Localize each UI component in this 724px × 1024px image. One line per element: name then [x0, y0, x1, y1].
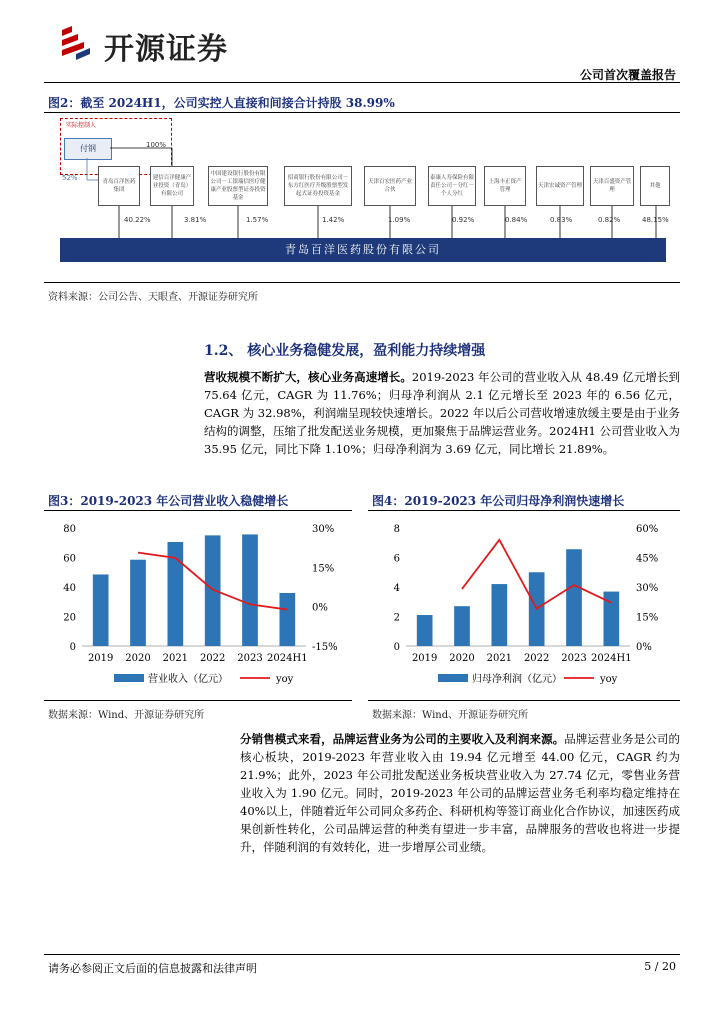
figure3-rule — [44, 510, 352, 511]
right-tick-label: 15% — [312, 563, 335, 575]
figure2-bottom-rule — [44, 282, 680, 283]
bar — [279, 593, 295, 646]
legend-bar-swatch — [438, 674, 468, 682]
right-tick-label: 15% — [636, 612, 659, 624]
holder-1-pct: 3.81% — [184, 216, 207, 224]
legend-bar-label: 归母净利润（亿元） — [472, 674, 562, 685]
x-tick-label: 2023 — [237, 653, 263, 664]
bar — [417, 615, 433, 646]
figure3-source: 数据来源：Wind、开源证券研究所 — [48, 710, 205, 721]
holder-6-pct: 0.84% — [505, 216, 528, 224]
holder-4: 天津百宏医药产业合伙 — [364, 166, 416, 206]
bar — [454, 606, 470, 646]
left-tick-label: 80 — [63, 524, 76, 535]
x-tick-label: 2020 — [449, 653, 475, 664]
figure2-source: 资料来源：公司公告、天眼查、开源证券研究所 — [48, 292, 258, 303]
revenue-chart — [44, 514, 354, 694]
header-divider — [44, 82, 680, 83]
holder-9: 其他 — [640, 166, 670, 206]
paragraph-1-lead: 营收规模不断扩大，核心业务高速增长。 — [204, 370, 412, 384]
right-tick-label: -15% — [312, 642, 338, 653]
right-tick-label: 0% — [636, 642, 652, 653]
holder-5: 泰康人寿保险有限责任公司－分红－个人分红 — [428, 166, 476, 206]
controller-label: 实际控制人 — [66, 122, 97, 129]
paragraph-2-lead: 分销售模式来看，品牌运营业务为公司的主要收入及利润来源。 — [240, 732, 565, 746]
paragraph-1-body: 2019-2023 年公司的营业收入从 48.49 亿元增长到 75.64 亿元，CAGR 为 11.76%；归母净利润从 2.1 亿元增长至 2023 年的 6.56 亿元，CAGR 为 32.98%，利润端呈现较快速增长。2022 年以后公司营收增速放缓主要是由于业务结构的调整，压缩了批发配送业务规模，更加聚焦于品牌运营业务。2024H1 公司营业收入为 35.95 亿元，同比下降 1.10%；归母净利润为 3.69 亿元，同比增长 21.89%。 — [204, 370, 681, 456]
holder-0-pct: 40.22% — [124, 216, 151, 224]
left-tick-label: 6 — [393, 553, 400, 565]
x-tick-label: 2019 — [411, 653, 438, 664]
footer-rule — [44, 954, 680, 955]
pct-52-label: 52% — [62, 174, 78, 182]
holder-2-pct: 1.57% — [246, 216, 269, 224]
paragraph-2 — [240, 730, 680, 856]
holder-8: 天津百盛资产管理 — [590, 166, 634, 206]
paragraph-1 — [204, 368, 680, 458]
company-bar: 青岛百洋医药股份有限公司 — [60, 238, 666, 262]
legend-line-label: yoy — [600, 674, 618, 685]
holder-6: 上海丰正资产管理 — [484, 166, 526, 206]
bar — [242, 534, 258, 646]
report-type: 公司首次覆盖报告 — [579, 68, 676, 82]
bar — [130, 560, 146, 646]
holder-0: 青岛百洋医药集团 — [98, 166, 140, 206]
x-tick-label: 2022 — [199, 653, 226, 664]
holder-3-pct: 1.42% — [322, 216, 345, 224]
figure4-source: 数据来源：Wind、开源证券研究所 — [372, 710, 529, 721]
holder-7-pct: 0.83% — [550, 216, 573, 224]
paragraph-2-body: 品牌运营业务是公司的核心板块，2019-2023 年营业收入由 19.94 亿元增至 44.00 亿元，CAGR 约为 21.9%；此外，2023 年公司批发配送业务板块营业收入为 27.74 亿元，零售业务营业收入为 1.90 亿元。同时，2019-2023 年公司的品牌运营业务毛利率均稳定维持在 40%以上，伴随着近年公司同众多药企、科研机构等签订商业化合作协议，加速医药成果创新性转化，公司品牌运营的种类有望进一步丰富，品牌服务的营收也将进一步提升，伴随利润的有效转化，进一步增厚公司业绩。 — [240, 732, 681, 854]
company-logo-icon — [56, 24, 96, 64]
figure4-title: 图4：2019-2023 年公司归母净利润快速增长 — [372, 494, 625, 508]
x-tick-label: 2022 — [523, 653, 550, 664]
left-tick-label: 4 — [393, 583, 400, 594]
bar — [205, 535, 221, 646]
profit-chart — [368, 514, 680, 694]
bar — [93, 574, 109, 646]
left-tick-label: 40 — [63, 583, 76, 594]
holder-4-pct: 1.09% — [388, 216, 411, 224]
legend-bar-swatch — [114, 674, 144, 682]
figure2-title: 图2：截至 2024H1，公司实控人直接和间接合计持股 38.99% — [48, 96, 395, 110]
x-tick-label: 2021 — [162, 653, 189, 664]
x-tick-label: 2019 — [87, 653, 114, 664]
left-tick-label: 0 — [69, 642, 76, 653]
x-tick-label: 2021 — [486, 653, 513, 664]
company-logo-text: 开源证券 — [104, 32, 228, 67]
holder-5-pct: 0.92% — [452, 216, 475, 224]
section-title — [204, 340, 485, 360]
left-tick-label: 60 — [63, 553, 76, 565]
holder-3: 招商银行股份有限公司－东方红医疗升级股票型发起式证券投资基金 — [284, 166, 352, 206]
pct-100-label: 100% — [146, 141, 167, 149]
footer-disclaimer: 请务必参阅正文后面的信息披露和法律声明 — [48, 962, 257, 975]
figure3-title: 图3：2019-2023 年公司营业收入稳健增长 — [48, 494, 289, 508]
right-tick-label: 0% — [312, 602, 328, 614]
left-tick-label: 2 — [393, 612, 400, 624]
bar — [491, 584, 507, 646]
legend-bar-label: 营业收入（亿元） — [148, 674, 228, 685]
bar — [566, 549, 582, 646]
right-tick-label: 30% — [312, 524, 335, 535]
controller-name: 付钢 — [64, 138, 112, 160]
right-tick-label: 60% — [636, 524, 659, 535]
section-number: 1.2、 — [204, 343, 243, 359]
left-tick-label: 8 — [393, 524, 400, 535]
holder-9-pct: 48.15% — [642, 216, 669, 224]
left-tick-label: 20 — [63, 612, 76, 624]
holder-8-pct: 0.82% — [598, 216, 621, 224]
right-tick-label: 30% — [636, 583, 659, 594]
left-tick-label: 0 — [393, 642, 400, 653]
holder-2: 中国建设银行股份有限公司－工银瑞信医疗健康产业股票型证券投资基金 — [208, 166, 268, 206]
legend-line-label: yoy — [276, 674, 294, 685]
figure2-rule — [44, 112, 680, 113]
page-number: 5 / 20 — [644, 960, 676, 973]
holder-7: 天津宏诚资产管理 — [536, 166, 584, 206]
x-tick-label: 2023 — [561, 653, 587, 664]
holder-1: 建信百洋健康产业投资（青岛）有限公司 — [150, 166, 194, 206]
x-tick-label: 2020 — [125, 653, 151, 664]
figure4-rule — [368, 510, 680, 511]
x-tick-label: 2024H1 — [267, 653, 308, 664]
right-tick-label: 45% — [636, 553, 659, 565]
x-tick-label: 2024H1 — [591, 653, 632, 664]
section-heading: 核心业务稳健发展，盈利能力持续增强 — [247, 343, 486, 359]
figure4-bottom-rule — [368, 700, 680, 701]
figure3-bottom-rule — [44, 700, 352, 701]
